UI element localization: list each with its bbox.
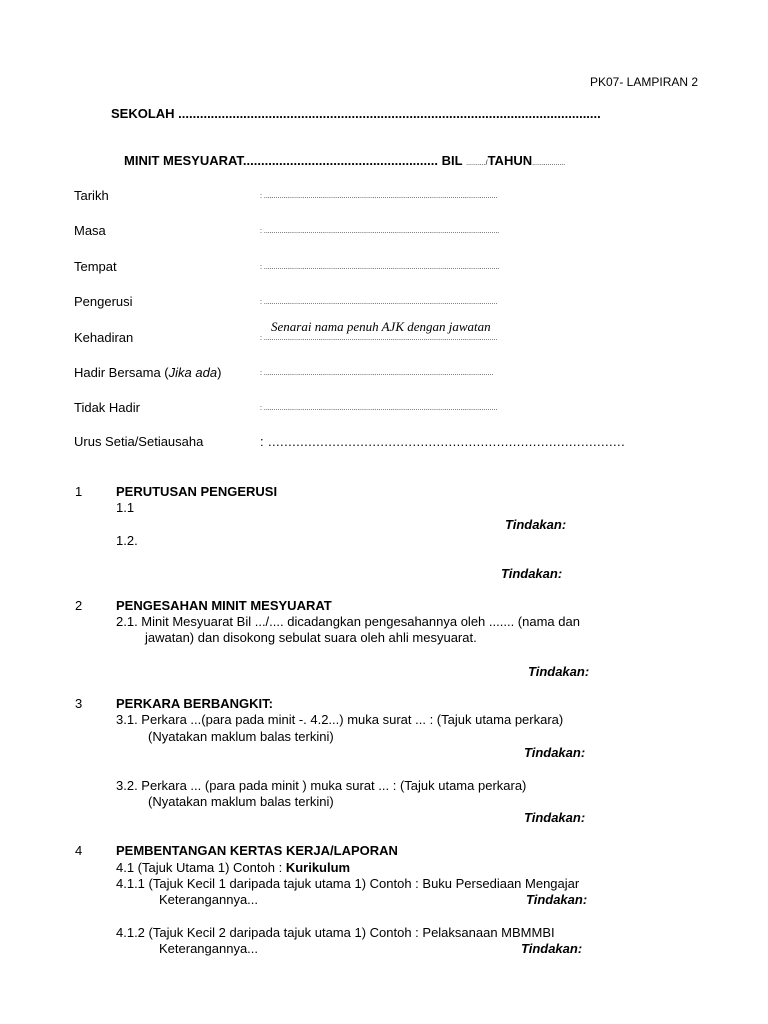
section-4-line-1-text: 4.1 (Tajuk Utama 1) Contoh : [116, 860, 286, 875]
section-4-line-2: 4.1.1 (Tajuk Kecil 1 daripada tajuk utama 1) Contoh : Buku Persediaan Mengajar [116, 876, 580, 891]
section-4-line-1-bold: Kurikulum [285, 860, 351, 875]
field-value-masa: : ......................................................................................................................... [260, 228, 500, 235]
section-4-number: 4 [75, 843, 83, 858]
section-1-tindakan-2: Tindakan: [501, 566, 563, 581]
tahun-dots: ................. [532, 160, 566, 167]
section-4-line-1 [116, 860, 350, 876]
section-4-tindakan-1: Tindakan: [526, 892, 588, 907]
field-value-urus-setia: : ......................................................................................... [260, 434, 626, 449]
tahun-label: TAHUN [487, 153, 533, 168]
section-1-title: PERUTUSAN PENGERUSI [116, 484, 278, 499]
kehadiran-hint: Senarai nama penuh AJK dengan jawatan [271, 319, 491, 334]
field-label-pengerusi: Pengerusi [74, 294, 133, 309]
section-3-number: 3 [75, 696, 83, 711]
section-1-tindakan-1: Tindakan: [505, 517, 567, 532]
section-1-item-2: 1.2. [116, 533, 138, 548]
section-4-line-3: 4.1.2 (Tajuk Kecil 2 daripada tajuk utama 1) Contoh : Pelaksanaan MBMMBI [116, 925, 555, 940]
section-1-item-1: 1.1 [116, 500, 135, 515]
section-3-tindakan-2: Tindakan: [524, 810, 586, 825]
field-label-hadir-bersama [74, 365, 221, 381]
field-value-hadir-bersama: : ...................................................................................................................... [260, 370, 494, 377]
section-3-point-1-note: (Nyatakan maklum balas terkini) [148, 729, 334, 744]
field-value-pengerusi: : ........................................................................................................................ [260, 299, 498, 306]
field-label-tempat: Tempat [74, 259, 117, 274]
section-4-title: PEMBENTANGAN KERTAS KERJA/LAPORAN [116, 843, 398, 858]
field-value-tarikh: : ........................................................................................................................ [260, 193, 498, 200]
section-3-point-1: 3.1. Perkara ...(para pada minit -. 4.2...) muka surat ... : (Tajuk utama perkara) [116, 712, 564, 727]
section-2-line-1: 2.1. Minit Mesyuarat Bil .../.... dicadangkan pengesahannya oleh ....... (nama dan [116, 614, 580, 629]
hadir-bersama-italic: Jika ada [168, 365, 218, 380]
hadir-bersama-pre: Hadir Bersama ( [74, 365, 169, 380]
section-3-title: PERKARA BERBANGKIT: [116, 696, 273, 711]
field-value-kehadiran: : ........................................................................................................................ [260, 335, 498, 342]
section-3-point-2-note: (Nyatakan maklum balas terkini) [148, 794, 334, 809]
minutes-title [124, 153, 565, 172]
section-4-line-2-note: Keterangannya... [159, 892, 259, 907]
reference-code: PK07- LAMPIRAN 2 [590, 75, 699, 89]
field-label-masa: Masa [74, 223, 106, 238]
field-value-tempat: : ......................................................................................................................... [260, 264, 500, 271]
section-1-number: 1 [75, 484, 83, 499]
field-label-tidak-hadir: Tidak Hadir [74, 400, 140, 415]
field-label-urus-setia: Urus Setia/Setiausaha [74, 434, 204, 449]
section-2-title: PENGESAHAN MINIT MESYUARAT [116, 598, 332, 613]
section-2-number: 2 [75, 598, 83, 613]
field-value-tidak-hadir: : ........................................................................................................................ [260, 405, 498, 412]
field-label-kehadiran: Kehadiran [74, 330, 134, 345]
section-2-tindakan: Tindakan: [528, 664, 590, 679]
minutes-title-label: MINIT MESYUARAT...................................................... [124, 153, 438, 168]
bil-label: BIL [441, 153, 463, 168]
hadir-bersama-post: ) [217, 365, 222, 380]
section-2-line-2: jawatan) dan disokong sebulat suara oleh ahli mesyuarat. [145, 630, 477, 645]
field-label-tarikh: Tarikh [74, 188, 109, 203]
bil-dots: ........../ [466, 160, 488, 167]
section-4-line-3-note: Keterangannya... [159, 941, 259, 956]
section-3-point-2: 3.2. Perkara ... (para pada minit ) muka surat ... : (Tajuk utama perkara) [116, 778, 527, 793]
section-3-tindakan-1: Tindakan: [524, 745, 586, 760]
section-4-tindakan-2: Tindakan: [521, 941, 583, 956]
school-line: SEKOLAH ..................................................................................................................... [111, 106, 601, 121]
